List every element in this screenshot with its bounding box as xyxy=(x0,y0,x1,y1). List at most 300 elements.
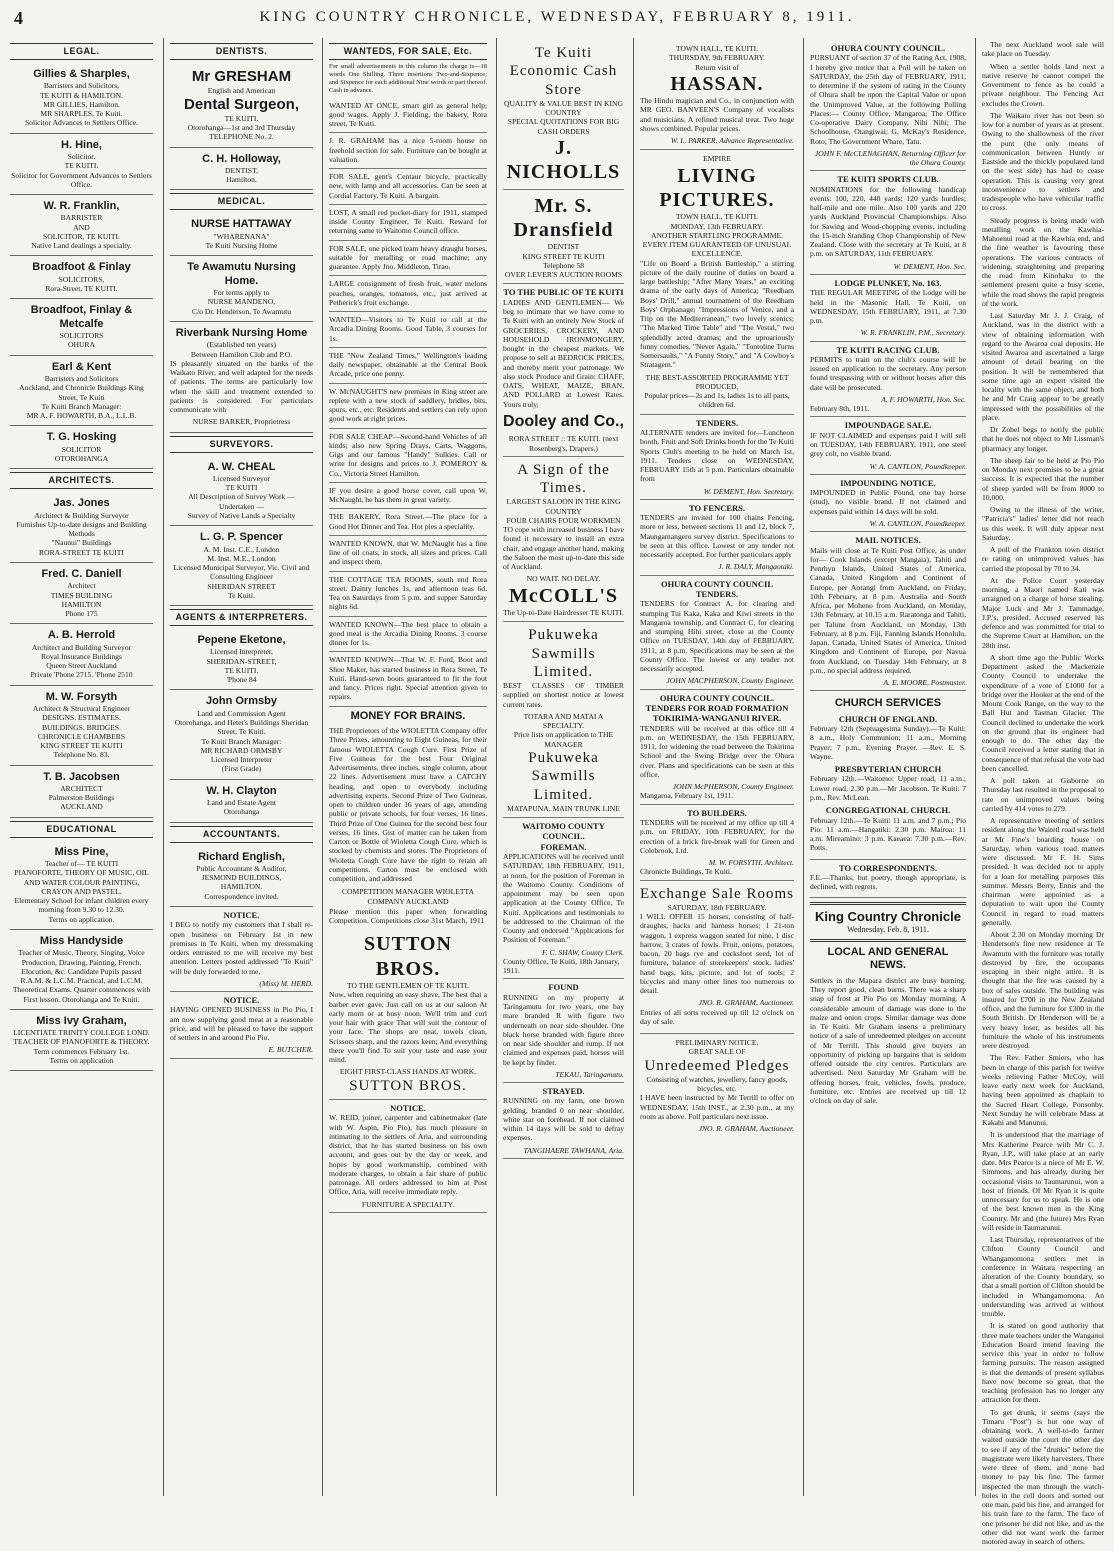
notice-heading: TE KUITI SPORTS CLUB. xyxy=(837,174,939,185)
classified-ad: WANTED KNOWN—The best place to obtain a good meal is the Arcadia Dining Rooms. 3 course dinner for 1s. xyxy=(329,617,487,653)
reid-notice xyxy=(329,1100,487,1213)
teacher-card xyxy=(10,1010,153,1071)
pepene-line: SHERIDAN-STREET, xyxy=(206,656,277,666)
hattaway-line: "WHARENANA" xyxy=(213,231,270,241)
living-pictures-ad xyxy=(640,150,794,414)
holloway-card xyxy=(170,148,313,191)
riverbank-line: (Established ten years) xyxy=(206,340,277,350)
dransfield-line: DENTIST xyxy=(547,242,580,252)
ormsby-card xyxy=(170,690,313,779)
waitomo-foreman-notice xyxy=(503,818,624,979)
dransfield-line: OVER LEVER'S AUCTION ROOMS xyxy=(504,270,623,280)
cheal-line: Licensed Surveyor xyxy=(212,473,271,483)
legal-line: Barristers and Solicitors, xyxy=(43,81,120,91)
architect-card xyxy=(10,624,153,685)
classified-ad: WANTED—Visitors to Te Kuiti to call at the Arcadia Dining Rooms. Good Table, 3 courses for 1s. xyxy=(329,312,487,348)
english-card xyxy=(170,846,313,907)
sutton-line: TO THE GENTLEMEN OF TE KUITI. xyxy=(347,981,469,991)
notice-heading: IMPOUNDING NOTICE. xyxy=(840,477,936,488)
hassan-line: TOWN HALL, TE KUITI. xyxy=(675,44,759,53)
architect-card xyxy=(10,563,153,624)
page-title: KING COUNTRY CHRONICLE, WEDNESDAY, FEBRUARY 8, 1911. xyxy=(259,9,855,25)
pepene-line: 'Phone 84 xyxy=(226,675,257,685)
notice-text: PERMITS to train on the club's course will be issued on application to the secretary. Any person found trespassing with or without horses after this date will be prosecuted. xyxy=(810,354,966,392)
classified-ad: FOR SALE CHEAP—Second-hand Vehicles of all kinds; also new Spring Drays, Carts, Waggons, Gigs and our famous "Handy" Sulkies. Call or write for designs and prices to J. POMEROY & Co., Victoria Street Hamilton. xyxy=(329,429,487,483)
notice-signature: JOHN McPHERSON, County Engineer. xyxy=(672,782,794,792)
notice-text: PURSUANT of section 37 of the Rating Act, 1908, I hereby give notice that a Poll will be taken on SATURDAY, the 25th day of FEBRUARY, 1911, to determine if the system of rating in the County of Ohura shall be upon the Capital Value or upon the Unimproved Value, at the following Polling Places:— County Office, Mangaroa; The Office Co-operative Dairy Company, Nihi Nihi; The Schoolhouse, Otangiwai; G. McKay's Residence, Roto; The Government Whare, Tatu. xyxy=(810,53,966,146)
fencers-notice xyxy=(640,500,794,576)
exchange-name: Exchange Sale Rooms xyxy=(640,885,794,902)
news-paragraph: The Waikato river has not been so low for a number of years as at present. Owing to the shallowness of the river the punt (the only means of communication between Huntly or Eastside and the thickly populated land on the west side) has had to cease operation. This is causing very great inconvenience to settlers and tradespeople who have vehicular traffic to cross. xyxy=(982,110,1104,213)
ohura-poll-notice xyxy=(810,40,966,171)
exchange-text: I WILL OFFER 15 horses, consisting of half-draughts, hacks and harness horses; 1 21-ton waggon, 1 express waggon seated for nine, 1 disc harrow, 3 crates of fowls. Fruit, onions, potatoes, bacon, 20 bags rye and cocksfoot seed, lot of furniture, balance of storekeepers' stock, ladies' hand bags, kits, picture, and lot of tools; 2 bicycles and many other lines too numerous to detail. xyxy=(640,912,794,996)
architect-line: Telephone No. 83. xyxy=(53,750,110,760)
local-news-heading: LOCAL AND GENERAL NEWS. xyxy=(827,945,949,972)
educational-heading: EDUCATIONAL xyxy=(10,821,153,838)
legal-line: OHURA xyxy=(67,340,95,350)
notice-text: TENDERS for Contract A, for clearing and stumping Tui Kaka, Kaka and Kiwi streets in the Mangaroa township, and Contract C, for clearing and stumping Hihi street, close at the County Office on TUESDAY, 14th day of FEBRUARY, 1911, at 8 p.m. Specifications may be seen at the County Office. The lowest or any tender not necessarily accepted. xyxy=(640,599,794,674)
ormsby-line: (First Grade) xyxy=(221,764,262,774)
ormsby-name: John Ormsby xyxy=(206,695,277,708)
accountants-heading: ACCOUNTANTS. xyxy=(170,826,313,843)
legal-line: BARRISTER xyxy=(60,213,103,223)
mail-notice xyxy=(810,532,966,691)
notice-heading: TO BUILDERS. xyxy=(687,807,747,818)
butcher-notice xyxy=(170,992,313,1059)
ormsby-line: Te Kuiti Branch Manager: xyxy=(201,736,282,746)
pukuweka-name: Pukuweka Sawmills Limited. xyxy=(528,749,599,803)
news-paragraph: Last Saturday Mr J. J. Craig, of Auckland, was in the district with a view of obtaining information with regard to the Awaroa coal deposits. He visited Awaroa and ascertained a large amount of detail bearing on the position. It will be remembered that some time ago an expert visited the locality with the same object, and both he and Mr Craig appear to be greatly impressed with the possibilities of the place. xyxy=(982,311,1104,422)
teacher-line: LICENTIATE TRINITY COLLEGE LOND. xyxy=(13,1028,150,1038)
spencer-line: SHERIDAN STREET xyxy=(207,581,276,591)
column-1 xyxy=(4,38,159,1496)
notice-heading: LODGE PLUNKET, No. 163. xyxy=(834,277,942,288)
notice-text: RUNNING on my farm, one brown gelding, branded 0 on near shoulder, white star on forehead. If not claimed within 14 days will be sold to defray expenses. xyxy=(503,1096,624,1143)
english-line: Correspondence invited. xyxy=(204,891,279,901)
church-heading: CHURCH SERVICES xyxy=(834,697,942,710)
ormsby-line: MR RICHARD ORMSBY xyxy=(200,745,283,755)
teacher-line: PIANOFORTE, THEORY OF MUSIC, OIL AND WATER COLOUR PAINTING, CRAYON AND PASTEL. xyxy=(14,868,149,896)
classified-ad: THE BAKERY, Rora Street.—The place for a Good Hot Dinner and Tea. Hot pies a speciality. xyxy=(329,509,487,536)
notice-heading: STRAYED. xyxy=(542,1086,585,1097)
ormsby-line: Otorohanga, and Hetet's Buildings Sheridan Street, Te Kuiti. xyxy=(174,718,309,737)
pledges-name: Unredeemed Pledges xyxy=(644,1057,790,1074)
dooley-address: RORA STREET :: TE KUITI. (next Rosenberg's, Drapers.) xyxy=(508,434,619,453)
legal-card xyxy=(10,426,153,469)
hassan-ad xyxy=(640,40,794,150)
riverbank-name: Riverbank Nursing Home xyxy=(175,326,308,339)
notice-date: February 8th, 1911. xyxy=(810,404,870,414)
legal-name: Broadfoot, Finlay & Metcalfe xyxy=(30,304,133,330)
dransfield-line: KING STREET TE KUITI xyxy=(522,251,605,261)
notice-signature: TEKAU, Taringamutu. xyxy=(555,1069,624,1079)
notice-heading: OHURA COUNTY COUNCIL. xyxy=(659,692,775,703)
clayton-card xyxy=(170,780,313,823)
news-paragraph: A representative meeting of settlers resident along the Waitetl road was held at Mr Fine's boarding house on Saturday, when various road matters were discussed. Mr F. H. Sims presided. It was decided not to apply for a loan for metalling purposes this summer. Messrs Berry, Ennis and the chairman were appointed as a deputation to wait upon the County Council in regard to road matters generally. xyxy=(982,816,1104,927)
notice-date: Chronicle Buildings, Te Kuiti. xyxy=(640,867,732,877)
notice-signature: J. R. DALY, Mangaotaki. xyxy=(718,562,794,572)
surveyors-heading: SURVEYORS. xyxy=(170,436,313,453)
architect-card xyxy=(10,766,153,818)
church-subheading: CHURCH OF ENGLAND. xyxy=(838,713,938,724)
wanted-ads xyxy=(329,98,487,707)
notice-heading: TO CORRESPONDENTS. xyxy=(838,862,938,873)
church-services xyxy=(810,691,966,859)
classified-ad: WANTED KNOWN—That W. F. Ford, Boot and Shoe Maker, has started business in Rora Street, Te Kuiti. Hand-sewn boots guaranteed to fit the foot and fancy. Prices right. Special attention given to repairs. xyxy=(329,652,487,706)
legal-name: Gillies & Sharples, xyxy=(33,67,130,80)
architects-heading: ARCHITECTS. xyxy=(10,472,153,489)
pledges-text: I HAVE been instructed by Mr Terrill to offer on WEDNESDAY, 15th INST., at 2.30 p.m., at my room as above. Full particulars next issue. xyxy=(640,1093,794,1121)
riverbank-text: IS pleasantly situated on the banks of the Waikato River, and well adapted for the needs of patients. The terms are particularly low when the skill and treatment extended to patients is considered. For particulars communicate with xyxy=(170,358,313,415)
notice-text: Mails will close at Te Kuiti Post Office, as under for— Cook Islands (except Mangaia), Tahiti and Penrhyn Islands, United States of America, Canada, United Kingdom and Continent of Europe, per Aorangi from Auckland, on Friday, 10th February, at 8 p.m. Australia and South Africa, per Moheno from Auckland, on Monday, 13th February, at 10.15 a.m. Raratonga and Tahiti, per Talune from Auckland, on Monday, 13th February, at 8 p.m. Fiji, Fanning Islands Honolulu, Japan, Canada, United States of America, United Kingdom and Continent of Europe, per Navua from Auckland, on Tuesday 14th February, at 8 p.m., no special address required. xyxy=(810,545,966,675)
living-line: TOWN HALL, TE KUITI. xyxy=(675,212,759,222)
notice-heading: TENDERS. xyxy=(695,417,739,428)
news-paragraphs xyxy=(976,38,1110,1551)
news-paragraph: A short time ago the Public Works Department asked the Mackenzie County Council to undertake the expenditure of a vote of £1000 for a bridge over the Hooker at the end of the Mount Cook Range, on the way to the Ball Hut and Tasman Glacier. The Council declined to undertake the work on the ground that its engineer had enough to do. The other day the Council received a letter stating that in consequence of that refusal the vote had been cancelled. xyxy=(982,652,1104,773)
notice-heading: FOUND xyxy=(548,982,579,993)
notice-heading: TE KUITI RACING CLUB. xyxy=(836,344,940,355)
legal-line: Auckland, and Chronicle Buildings King Street, Te Kuiti xyxy=(19,383,144,402)
spencer-line: A. M. Inst. C.E., London xyxy=(203,544,280,554)
dentists-heading: DENTISTS. xyxy=(170,43,313,60)
notice-signature: W. A. CANTLON, Poundkeeper. xyxy=(869,461,966,471)
hattaway-name: NURSE HATTAWAY xyxy=(191,218,292,231)
news-paragraph: Steady progress is being made with metalling work on the Kawhia-Mahoenui road at the Kawhia end, and the fine weather is favouring these operations. The various contracts of widening, straightening and preparing the road from Kinohaku to the settlement present quite a busy scene, while the road shows the rapid progress of the work. xyxy=(982,215,1104,308)
teacher-line: Teacher of— TE KUITI xyxy=(44,859,119,869)
notice-date: Mangaroa, February 1st, 1911. xyxy=(640,791,734,801)
legal-name: Earl & Kent xyxy=(51,360,112,373)
pukuweka-line: TOTARA AND MATAI A SPECIALTY. xyxy=(523,711,604,731)
legal-card xyxy=(10,299,153,355)
column-4 xyxy=(496,38,630,1496)
spencer-line: M. Inst. M.E., London xyxy=(207,553,276,563)
awamutu-line: NURSE MANDENO, xyxy=(207,297,276,307)
news-paragraph: A poll taken at Gisborne on Thursday last resulted in the proposal to rate on unimproved values being carried by 414 votes to 279. xyxy=(982,776,1104,813)
gresham-line: Otorohanga—1st and 3rd Thursday xyxy=(187,123,296,133)
spencer-line: Te Kuiti. xyxy=(228,590,255,600)
money-close: Please mention this paper when forwarding Competition. Competitions close 31st March, 1911 xyxy=(329,906,487,926)
mccoll-ad xyxy=(503,457,624,622)
notice-signature: (Miss) M. HERD. xyxy=(259,978,313,988)
architect-name: A. B. Herrold xyxy=(47,629,116,642)
notice-text: IMPOUNDED in Public Pound, one bay horse (stud), no visible brand. If not claimed and expenses paid within 14 days will be sold. xyxy=(810,488,966,516)
notice-heading: NOTICE. xyxy=(223,909,260,920)
legal-card xyxy=(10,195,153,256)
hassan-line: THURSDAY, 9th FEBRUARY. xyxy=(668,53,766,63)
clayton-line: Otorohanga xyxy=(223,807,260,817)
medical-heading: MEDICAL. xyxy=(170,193,313,210)
spencer-card xyxy=(170,526,313,606)
notice-signature: W. R. FRANKLIN, P.M., Secretary. xyxy=(860,328,966,338)
news-paragraph: Dr Zobel begs to notify the public that he does not object to Mr Lissman's pharmacy any longer. xyxy=(982,425,1104,453)
architect-line: Architect & Structural Engineer xyxy=(32,704,131,714)
teacher-line: Elementary School for infant children every morning from 9.30 to 12.30. xyxy=(14,896,149,915)
notice-heading: OHURA COUNTY COUNCIL. xyxy=(830,43,946,53)
exchange-signature: JNO. R. GRAHAM, Auctioneer. xyxy=(698,998,794,1008)
architect-line: KING STREET TE KUITI xyxy=(40,741,123,751)
teacher-line: TEACHER OF PIANOFORTE & THEORY. xyxy=(13,1037,150,1047)
cheal-card xyxy=(170,456,313,527)
hattaway-card xyxy=(170,213,313,256)
pukuweka-name: Pukuweka Sawmills Limited. xyxy=(528,627,599,680)
builders-notice xyxy=(640,805,794,881)
pledges-line: Consisting of watches, jewellery, fancy goods, bicycles, etc. xyxy=(646,1074,788,1094)
sutton-line: EIGHT FIRST-CLASS HANDS AT WORK. xyxy=(339,1067,477,1077)
pepene-name: Pepene Eketone, xyxy=(197,634,286,647)
riverbank-card xyxy=(170,322,313,433)
store-line: SPECIAL QUOTATIONS FOR BIG CASH ORDERS xyxy=(507,117,620,136)
living-line: Popular prices—2s and 1s, ladies 1s to all parts, children 6d. xyxy=(644,391,790,410)
legal-name: Broadfoot & Finlay xyxy=(32,261,131,274)
english-line: JESMOND BUILDINGS, xyxy=(201,873,282,883)
dransfield-ad xyxy=(503,190,624,285)
notice-subheading: TENDERS. xyxy=(695,589,739,599)
notice-heading: MAIL NOTICES. xyxy=(855,535,921,546)
classified-ad: LARGE consignment of fresh fruit, water melons peaches, oranges, tomatoes, etc., just arrived at Petherick's fruit exchange. xyxy=(329,276,487,312)
english-line: Public Accountant & Auditor, xyxy=(196,863,287,873)
store-name: Economic Cash Store xyxy=(509,63,618,98)
teacher-name: Miss Handyside xyxy=(39,934,124,947)
money-heading: MONEY FOR BRAINS. xyxy=(350,709,466,722)
ormsby-line: Licensed Interpreter xyxy=(210,755,273,765)
church-subheading: PRESBYTERIAN CHURCH xyxy=(834,764,942,775)
architect-name: M. W. Forsyth xyxy=(45,690,118,703)
living-line: ANOTHER STARTLING PROGRAMME. xyxy=(650,230,784,240)
notice-text: TENDERS will be received at this office till 4 p.m. on WEDNESDAY, the 15th FEBRUARY, 1911, for widening the road between the Tokirima School and the Swing Bridge over the Ohura river. Plans and specifications can be seen at this office. xyxy=(640,723,794,779)
local-news-text: Settlers in the Mapara district are busy burning. They report good, clean burns. There was a sharp snap of frost at Pio Pio on Monday morning. A considerable amount of damage was done to the maize and onion crops. Similar damage was done in Te Kuiti. Mr Graham inserts a preliminary notice of a sale of unredeemed pledges on account of Mr Terrill. This should give buyers an opportunity of picking up bargains that is seldom offered outside the city centres. Particulars are advertised. Next Saturday Mr Graham will be offering horses, fruit, vehicles, fowls, produce, furniture, etc. Entries are received up till 12 o'clock on day of sale. xyxy=(810,975,966,1106)
store-owner: J. NICHOLLS xyxy=(506,136,621,184)
legal-line: Solicitor Advances to Settlers Office. xyxy=(24,118,139,128)
gresham-line: English and American xyxy=(207,86,276,96)
herd-notice xyxy=(170,907,313,992)
column-5 xyxy=(633,38,800,1496)
notice-footer: FURNITURE A SPECIALTY. xyxy=(361,1199,455,1209)
dooley-name: Dooley and Co., xyxy=(503,412,624,430)
legal-line: TE KUITI & HAMILTON. xyxy=(39,90,124,100)
ormsby-line: Land and Commission Agent xyxy=(197,708,286,718)
teacher-name: Miss Ivy Graham, xyxy=(36,1014,127,1027)
mccoll-line: LARGEST SALOON IN THE KING COUNTRY xyxy=(506,497,621,516)
notice-signature: W. DEMENT, Hon. Secretary. xyxy=(703,486,794,496)
notice-text: TENDERS are invited for 100 chains Fencing, more or less, between sections 11 and 12, block 7, Maungamangero survey district. Specifications to be seen at this office. Lowest or any tender not necessarily accepted. For further particulars apply xyxy=(640,513,794,560)
strayed-notice xyxy=(503,1083,624,1159)
architect-line: Furnishes Up-to-date designs and Building Methods xyxy=(16,519,147,539)
notice-signature: W. A. CANTLON, Poundkeeper. xyxy=(869,518,966,528)
editorial-masthead-date: Wednesday, Feb. 8, 1911. xyxy=(847,925,929,935)
notice-text: F.E.—Thanks, but poetry, though appropriate, is declined, with regrets. xyxy=(810,872,966,892)
spencer-name: L. G. P. Spencer xyxy=(200,531,283,544)
awamutu-line: C/o Dr. Henderson, Te Awamutu xyxy=(191,306,292,316)
classified-ad: IF you desire a good horse cover, call upon W. McNaught, he has them in great variety. xyxy=(329,483,487,510)
english-name: Richard English, xyxy=(198,850,285,863)
legal-line: AND xyxy=(73,222,90,232)
money-address: COMPETITION MANAGER WIOLETTA COMPANY AUCKLAND xyxy=(341,887,475,906)
notice-heading: TO FENCERS. xyxy=(688,502,746,513)
legal-line: Solicitor. xyxy=(67,152,96,162)
classified-ad: WANTED AT ONCE, smart girl as general help; good wages. Apply J. Fielding, the bakery, Rora street, Te Kuiti. xyxy=(329,98,487,134)
architect-line: Architect xyxy=(67,581,96,591)
notice-heading: IMPOUNDAGE SALE. xyxy=(844,420,932,431)
pukuweka-line: Price lists on application to THE MANAGER xyxy=(513,730,614,749)
legal-line: OTOROHANGA xyxy=(54,453,109,463)
awamutu-line: For terms apply to xyxy=(213,288,270,298)
notice-signature: E. BUTCHER. xyxy=(268,1045,313,1055)
classified-ad: W. McNAUGHT'S new premises in King street are replete with a new stock of saddlery, bridles, bits, spurs, etc., etc. Residents and settlers can rely upon good work at right prices. xyxy=(329,384,487,429)
teacher-line: Term commences February 1st. xyxy=(33,1046,130,1056)
notice-signature: JOHN F. McCLENAGHAN, Returning Officer for the Ohura County. xyxy=(814,148,966,168)
notice-heading: OHURA COUNTY COUNCIL xyxy=(660,578,774,589)
found-notice xyxy=(503,979,624,1083)
architect-line: Palmerston Buildings xyxy=(48,793,115,803)
mccoll-line: The Up-to-Date Hairdresser TE KUITI. xyxy=(503,608,624,618)
notice-text: W. REID, joiner, carpenter and cabinetmaker (late with W. Aspin, Pio Pio), has much pleasure in intimating to the settlers of Aria, and surrounding district, that he has started business on his own account, and goes out by the day or week, and hopes by good workmanship, combined with moderate charges, to obtain a fair share of public patronage. All orders addressed to him at Post Office, Aria, will receive immediate reply. xyxy=(329,1113,487,1197)
gresham-title: Dental Surgeon, xyxy=(183,95,299,113)
architect-line: BUILDINGS. BRIDGES. xyxy=(41,722,122,732)
hassan-text: The Hindu magician and Co., in conjunction with MR GEO. BANVEEN'S Company of vocalists and musicians. A refined musical treat. Two huge shows combined. Popular prices. xyxy=(640,96,794,133)
column-6 xyxy=(803,38,972,1496)
english-line: HAMILTON. xyxy=(220,882,263,892)
legal-line: Solicitor for Government Advances to Settlers Office. xyxy=(11,170,152,189)
correspondents-notice xyxy=(810,860,966,899)
racing-club-notice xyxy=(810,342,966,418)
news-paragraph: Last Thursday, representatives of the Clifton County Council and Whangamomona settlers met in conference in Waitara respecting an alteration of the County boundary, so that a small portion of Clifton should be included in Whangamomona. An understanding was arrived at without trouble. xyxy=(982,1235,1104,1318)
classified-ad: J. R. GRAHAM has a nice 5-room house on freehold section for sale. Furniture can be bought at valuation. xyxy=(329,133,487,169)
legal-line: SOLICITOR, TE KUITI. xyxy=(43,231,120,241)
notice-signature: M. W. FORSYTH, Architect. xyxy=(708,858,794,868)
dransfield-phone: Telephone 58 xyxy=(542,260,584,270)
notice-heading: WAITOMO COUNTY COUNCIL. xyxy=(522,821,605,842)
legal-line: SOLICITOR xyxy=(61,444,102,454)
architect-line: Architect and Building Surveyor xyxy=(31,642,132,652)
classified-ad: FOR SALE, gent's Centaur bicycle, practically new, with lamp and all accessories. Can be seen at Cordial Factory, Te Kuiti. A bargain. xyxy=(329,169,487,205)
awamutu-card xyxy=(170,256,313,322)
mccoll-text: TO cope with increased business I have found it necessary to install an extra chair, and engage another hand, making the Saloon the most up-to-date this side of Auckland. xyxy=(503,525,624,572)
column-3 xyxy=(322,38,493,1496)
classified-ad: THE "New Zealand Times," Wellington's leading daily newspaper, obtainable at the Central Book Arcade, price one penny. xyxy=(329,348,487,384)
teacher-line: Terms on application. xyxy=(48,914,115,924)
architect-name: T. B. Jacobsen xyxy=(43,770,120,783)
architect-line: Phone 175 xyxy=(65,609,98,618)
legal-line: SOLICITORS, xyxy=(58,274,105,284)
notice-signature: A. E. MOORE, Postmaster. xyxy=(883,678,966,688)
architect-line: AUCKLAND xyxy=(60,802,103,812)
money-text: THE Proprietors of the WIOLETTA Company offer Three Prizes, amounting to Eight Guineas, for their famous WIOLETTA Cough Cure. First Prize of Five Guineas for the best Four Original Advertisements, three inches, single column, about 22 lines. Advertisement must have a CATCHY heading, and open to everybody including advertising experts. Second Prize of Two Guineas, open to children under 16 years of age, attending public or private schools, for four verses, 16 lines. Third Prize of One Guinea for the second best four verses, 16 lines. Gist of matter can be taken from Carton or Bottle of Wioletta Cough Cure, which is stocked by chemists and stores. The Proprietors of Wioletta Cough Cure have the right to retain all competitions. Carton must be enclosed with competition, and addressed xyxy=(329,726,487,884)
ohura-road-notice xyxy=(640,690,794,805)
teacher-line: Terms on application xyxy=(49,1055,114,1065)
classified-ad: WANTED KNOWN, that W. McNaught has a fine line of oil coats, in stock, all sizes and prices. Call and inspect them. xyxy=(329,536,487,572)
riverbank-line: NURSE BARKER, Proprietress xyxy=(192,417,291,427)
mccoll-name: McCOLL'S xyxy=(508,584,619,607)
store-line: QUALITY & VALUE BEST IN KING COUNTRY xyxy=(504,98,623,118)
architect-line: Queen Street Auckland xyxy=(46,661,117,671)
living-line: THE BEST-ASSORTED PROGRAMME YET PRODUCED. xyxy=(645,372,789,391)
notice-signature: JOHN MACPHERSON, County Engineer. xyxy=(666,676,794,686)
notice-text: IF NOT CLAIMED and expenses paid I will sell on TUESDAY, 14th FEBRUARY, 1911, one steel grey colt, no visible brand. xyxy=(810,430,966,459)
editorial-masthead xyxy=(810,902,966,942)
sutton-name-footer: SUTTON BROS. xyxy=(349,1077,467,1094)
legal-line: Barristers and Solicitors xyxy=(44,374,119,384)
wanteds-intro: For small advertisements in this column the charge is—18 words One Shilling. Three insertions Two-and-Sixpence; and Sixpence for each additional Nine words or part thereof. Cash in advance. xyxy=(329,62,487,94)
gresham-name: Mr GRESHAM xyxy=(191,67,292,85)
local-news xyxy=(810,946,966,1105)
living-line: MONDAY, 13th FEBRUARY. xyxy=(670,221,764,231)
news-paragraph: It is stated on good authority that three male teachers under the Wanganui Education Board intend leaving the service this year in order to follow farming pursuits. The reason assigned is that the demands of present syllabus have now become so great, that the teaching profession has no longer any attraction for them. xyxy=(982,1321,1104,1405)
teacher-card xyxy=(10,930,153,1010)
notice-text: RUNNING on my property at Taringamutu for two years, one bay mare branded R with figure two underneath on near side shoulder. One black horse branded with figure three on near side shoulder and rump. If not claimed and expenses paid, horses will be kept by finder. xyxy=(503,992,624,1067)
architect-card xyxy=(10,492,153,563)
architect-name: Jas. Jones xyxy=(53,497,110,510)
architect-line: Royal Insurance Buildings xyxy=(41,651,122,661)
notice-text: NOMINATIONS for the following handicap events: 100, 220, 440 yards; 120 yards hurdles; half-mile and one mile. Also 100 yards and 220 yards Auckland Provincial Championships. Also for Sawing and Wood-chopping events, including the 15-inch Standing Chop Championship of New Zealand. Close with the secretary at Te Kuiti, at 8 p.m. on SATURDAY, 11th FEBRUARY. xyxy=(810,184,966,259)
pukuweka-text: BEST CLASSES OF TIMBER supplied on shortest notice at lowest current rates. xyxy=(503,681,624,709)
editorial-masthead-name: King Country Chronicle xyxy=(815,909,961,925)
news-paragraph: The sheep fair to be held at Pio Pio on Monday next promises to be a great success. It is expected that the number of sheep yarded will be from 8000 to 10,000. xyxy=(982,455,1104,502)
notice-text: TENDERS will be received at my office up till 4 p.m. on FRIDAY, 10th FEBRUARY, for the erection of a brick fire-break wall for Green and Colebrook, Ltd. xyxy=(640,818,794,855)
notice-text: APPLICATIONS will be received until SATURDAY, 18th FEBRUARY, 1911, at noon, for the position of Foreman in the Waitomo County. Conditions of appointment may be seen upon application at the County Office, Te Kuiti. Applications and testimonials to be addressed to the Chairman of the County and endorsed "Applications for Position of Foreman." xyxy=(503,852,624,945)
legal-card xyxy=(10,63,153,134)
dooley-heading: TO THE PUBLIC OF TE KUITI xyxy=(503,287,624,298)
pukuweka-line: MATAPUNA. MAIN TRUNK LINE xyxy=(507,803,620,813)
dransfield-name: Mr. S. Dransfield xyxy=(513,194,614,242)
architect-line: "Naunui" Buildings xyxy=(51,538,112,548)
legal-heading: LEGAL. xyxy=(10,43,153,60)
legal-line: MR GILLIES, Hamilton. xyxy=(43,99,120,109)
gresham-line: TE KUITI. xyxy=(224,113,259,123)
ohura-tenders-notice xyxy=(640,576,794,690)
awamutu-name: Te Awamutu Nursing Home. xyxy=(187,261,296,287)
educational-cards xyxy=(10,841,153,1071)
architect-name: Fred. C. Daniell xyxy=(41,567,122,580)
notice-signature: A. F. HOWARTH, Hon. Sec. xyxy=(881,394,966,404)
agents-heading: AGENTS & INTERPRETERS. xyxy=(170,609,313,626)
exchange-line: Entries of all sorts received up till 12 o'clock on day of sale. xyxy=(640,1007,794,1026)
classified-ad: THE COTTAGE TEA ROOMS, south end Rora street. Dainty lunches 1s, and afternoon teas 6d. Tea on Saturdays from 5 p.m. and supper Saturday nights 6d. xyxy=(329,572,487,617)
wanteds-heading: WANTEDS, FOR SALE, Etc. xyxy=(329,43,487,60)
architect-line: TIMES BUILDING xyxy=(50,590,113,600)
news-paragraph: It is understood that the marriage of Mrs Katherine Pearce with Mr C. J. Ryan, J.P., will take place at an early date. Mrs Pearce is a niece of Mr E. W. Simmons, and has already, during her occasional visits to Taumarunui, won a host of friends. Of Mr Ryan it is quite unnecessary for us to speak. He is one of the best known men in the King Country. Mr and (the future) Mrs Ryan will reside in Taumarunui. xyxy=(982,1130,1104,1232)
legal-card xyxy=(10,134,153,195)
cheal-name: A. W. CHEAL xyxy=(207,460,276,473)
mccoll-heading: A Sign of the Times. xyxy=(517,461,610,497)
sutton-ad xyxy=(329,928,487,1100)
living-line: EMPIRE xyxy=(703,154,731,164)
notice-text: THE REGULAR MEETING of the Lodge will be held in the Masonic Hall, Te Kuiti, on WEDNESDAY, 15th FEBRUARY, 1911, at 7.30 p.m. xyxy=(810,288,966,326)
pledges-line: GREAT SALE OF xyxy=(688,1047,746,1057)
notice-subheading: FOREMAN. xyxy=(540,841,587,852)
cheal-line: Survey of Native Lands a Specialty xyxy=(187,510,296,520)
legal-card xyxy=(10,356,153,427)
holloway-line: DENTIST, xyxy=(225,165,258,175)
architect-line: Architect & Building Surveyor xyxy=(34,510,129,520)
architect-line: ARCHITECT xyxy=(60,783,103,793)
church-subheading: CONGREGATIONAL CHURCH. xyxy=(825,805,951,816)
riverbank-line: Between Hamilton Club and P.O. xyxy=(190,349,293,359)
mccoll-line: NO WAIT. NO DELAY. xyxy=(526,574,601,584)
news-paragraph: The Rev. Father Smiers, who has been in charge of this parish for twelve weeks relieving Father McCoy, will leave early next week for Auckland, having been appointed as chaplain to the Sacred Heart College, Ponsonby. Next Sunday he will celebrate Mass at Kakahi and Manunui. xyxy=(982,1053,1104,1127)
lodge-notice xyxy=(810,275,966,342)
page-number: 4 xyxy=(14,8,23,28)
column-7 xyxy=(975,38,1110,1546)
exchange-sale-ad xyxy=(640,881,794,1035)
news-paragraph: To get drunk, it seems (says the Timaru "Post") is but one way of obtaining work. A well-to-do farmer waited outside the court the other day to see if any of the "drunks" before the magistrate were likely harvesters. There were three of them, and none had money to pay his fine. The farmer inspected the man through the watch-holes in the cell doors and sorted out one man, paid his fine, and arranged for his train fare to the farm. The face of one prisoner he did not like, and as the other did not want work the farmer motored away in search of others. xyxy=(982,1407,1104,1546)
tenders-notice xyxy=(640,415,794,500)
notice-signature: F. C. SHAW, County Clerk. xyxy=(542,947,624,957)
legal-line: SOLICITORS xyxy=(59,331,104,341)
hattaway-line: Te Kuiti Nursing Home xyxy=(205,241,278,251)
architect-line: Private 'Phone 2715. 'Phone 2510 xyxy=(30,670,133,680)
pledges-ad xyxy=(640,1034,794,1137)
notice-text: HAVING OPENED BUSINESS in Pio Pio, I am now supplying good meat at a reasonable price, and will be pleased to have the support of settlers in and around Pio Pio. xyxy=(170,1005,313,1043)
